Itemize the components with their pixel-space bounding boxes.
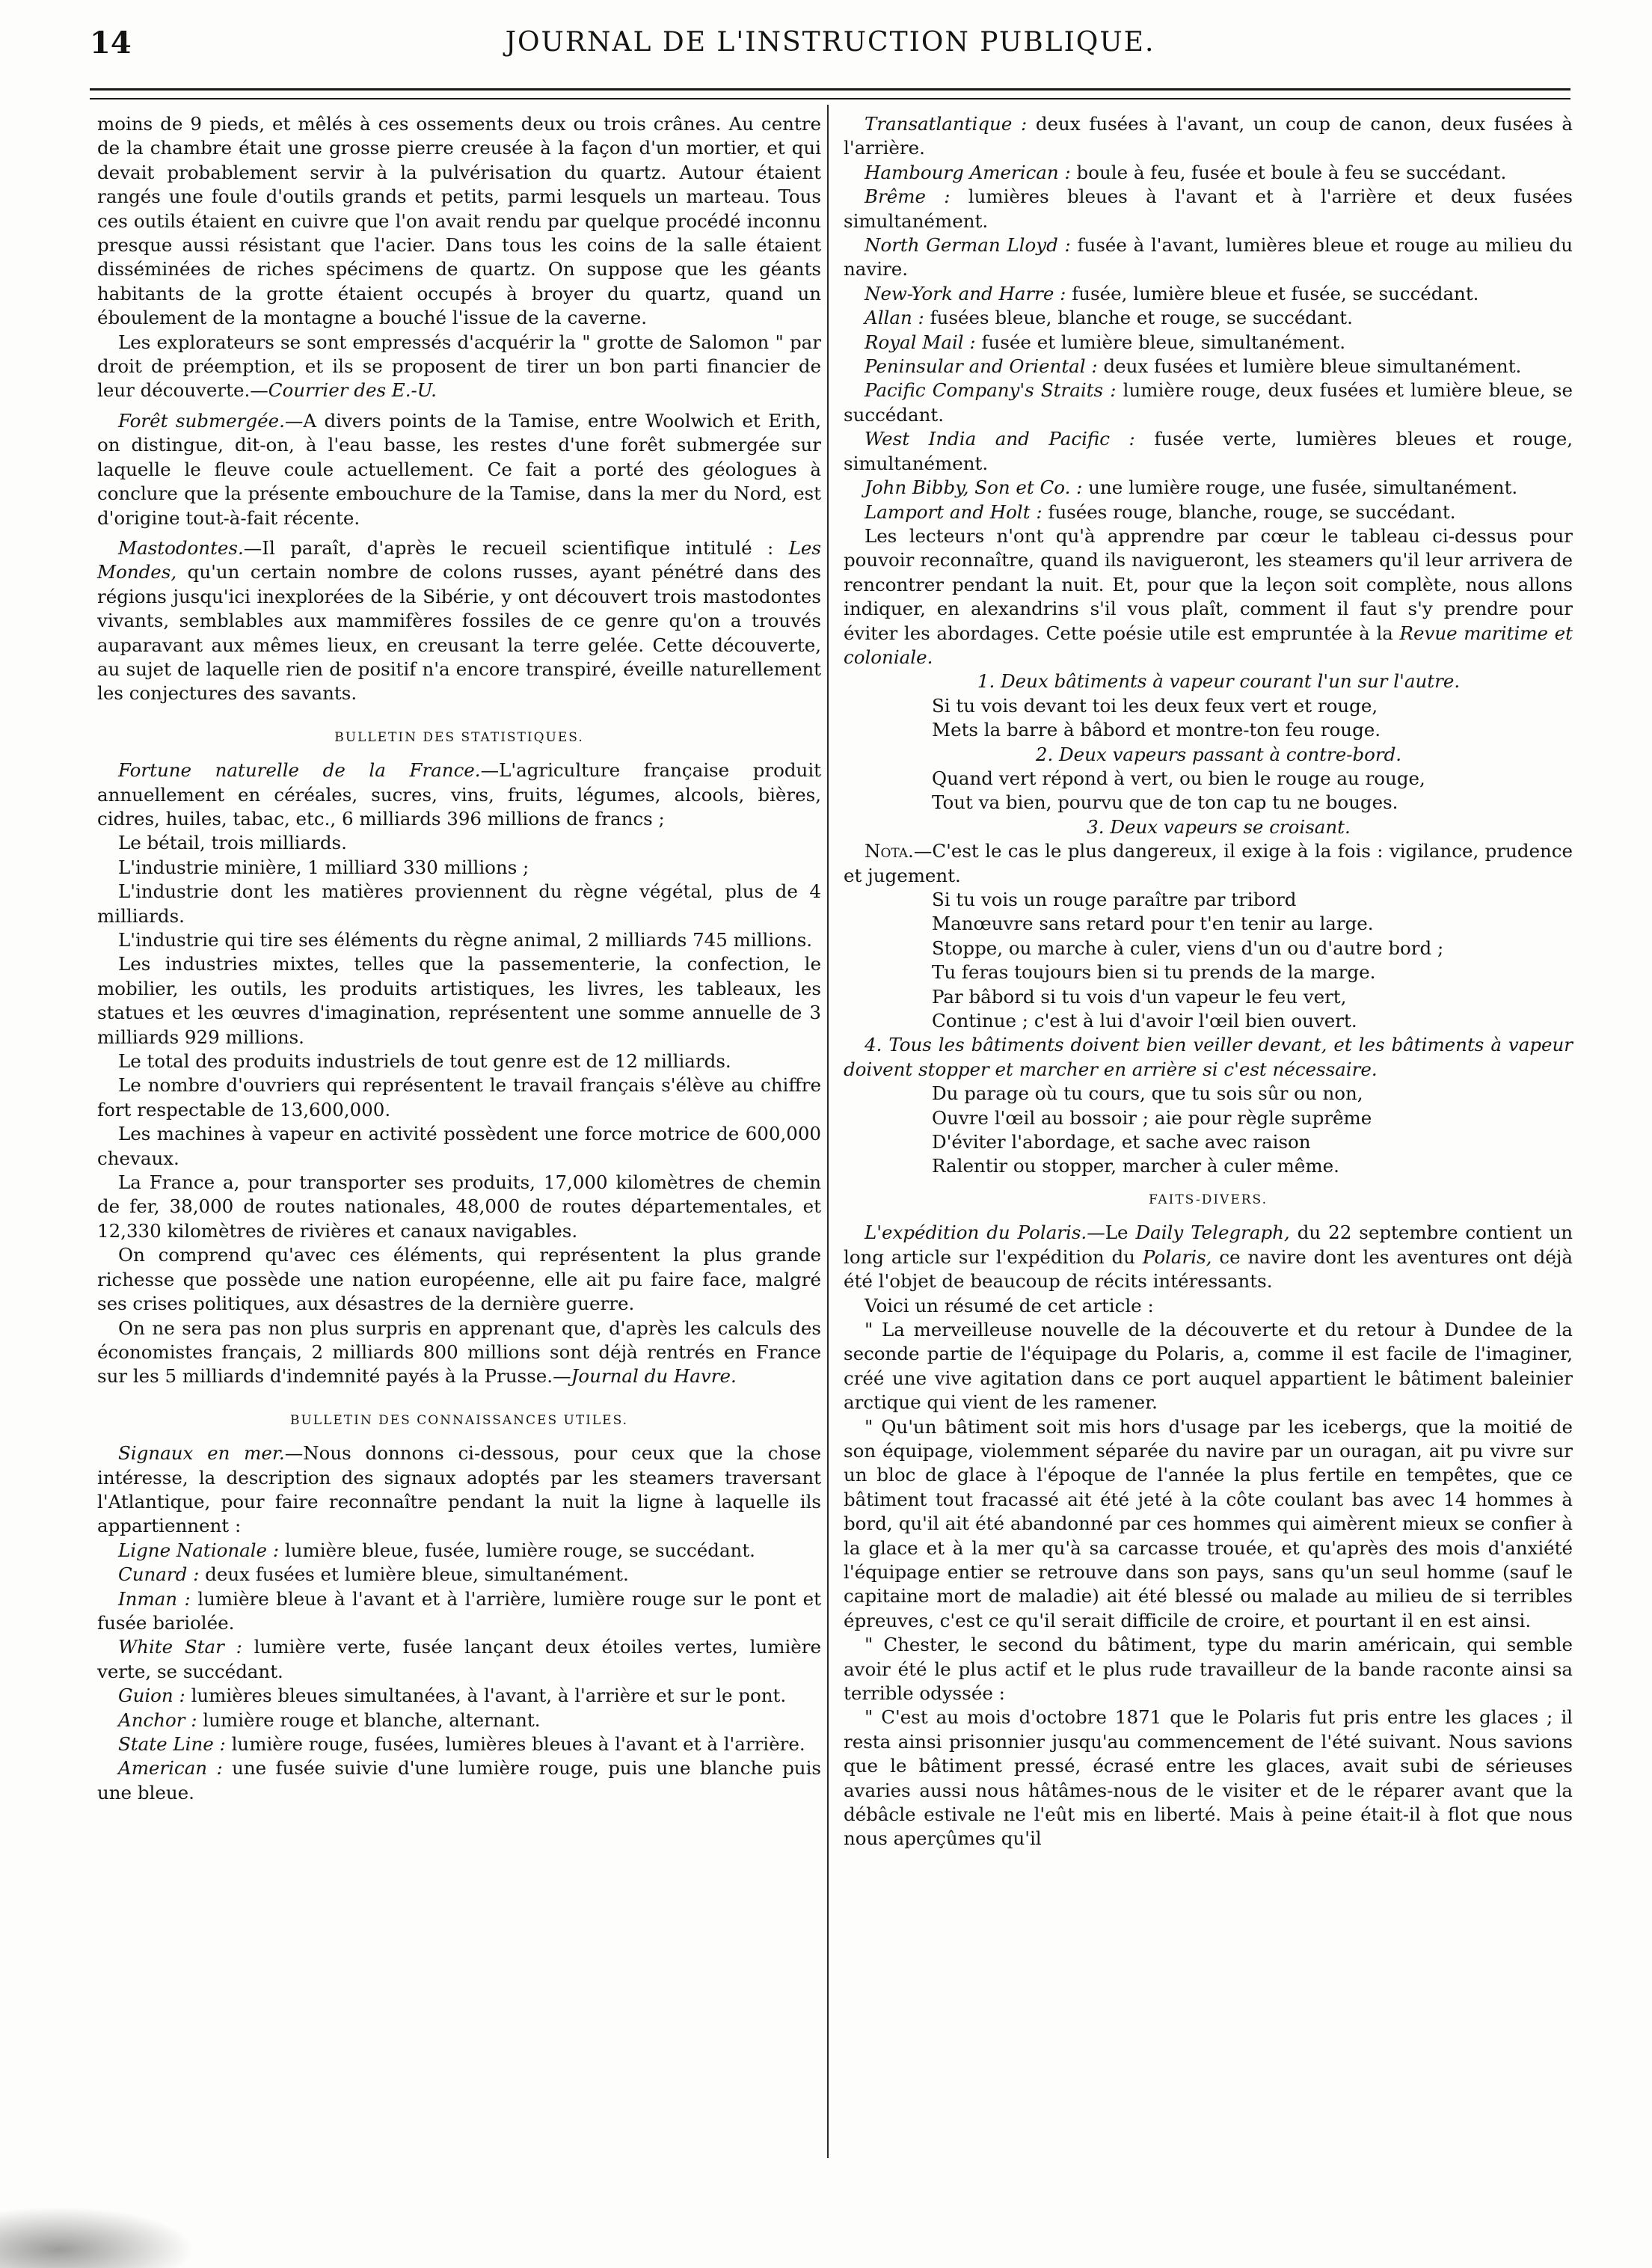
verse-line: Ouvre l'œil au bossoir ; aie pour règle suprême <box>932 1106 1372 1129</box>
source-courrier: Courrier des E.-U. <box>268 379 437 402</box>
article-title-foret: Forêt submergée. <box>118 409 285 432</box>
paragraph-grotto-purchase: Les explorateurs se sont empressés d'acquérir la " grotte de Salomon " par droit de préemption, et ils se proposent de tirer un bon parti financier de leur découverte.—Courrier des E.-U. <box>97 331 821 402</box>
stat-line: La France a, pour transporter ses produits, 17,000 kilomètres de chemin de fer, 38,000 de routes nationales, 48,000 de routes départementales, et 12,330 kilomètres de rivières et canaux navigables. <box>97 1171 821 1242</box>
stat-line: Le total des produits industriels de tout genre est de 12 milliards. <box>118 1050 731 1073</box>
verse-title-2: 2. Deux vapeurs passant à contre-bord. <box>1035 743 1402 765</box>
signal-entry: Lamport and Holt : fusées rouge, blanche, rouge, se succédant. <box>865 500 1456 523</box>
signal-entry: Guion : lumières bleues simultanées, à l'avant, à l'arrière et sur le pont. <box>118 1685 787 1707</box>
stat-line: Le nombre d'ouvriers qui représentent le travail français s'élève au chiffre fort respectable de 13,600,000. <box>97 1074 821 1121</box>
signal-entry: Allan : fusées bleue, blanche et rouge, se succédant. <box>865 307 1353 329</box>
signal-entry: Ligne Nationale : lumière bleue, fusée, lumière rouge, se succédant. <box>118 1539 755 1561</box>
article-title-fortune: Fortune naturelle de la France. <box>118 759 481 782</box>
paragraph-polaris-intro: L'expédition du Polaris.—Le Daily Telegraph, du 22 septembre contient un long article sur l'expédition du Polaris, ce navire dont les aventures ont déjà été l'objet de beaucoup de récits intéressants. <box>844 1222 1573 1293</box>
verse-title-1: 1. Deux bâtiments à vapeur courant l'un sur l'autre. <box>977 670 1461 693</box>
page-number: 14 <box>90 25 132 61</box>
paragraph-polaris: " Qu'un bâtiment soit mis hors d'usage par les icebergs, que la moitié de son équipage, violemment séparée du navire par un ouragan, ait pu vivre sur un bloc de glace à l'époque de l'année la plus fertile en tempêtes, que ce bâtiment tout fracassé ait été jeté à la côte coulant bas avec 14 hommes à bord, qu'il ait été abandonné par ces hommes qui aimèrent mieux se confier à la glace et à la mer qu'à sa carcasse trouée, et qu'après des mois d'anxiété l'équipage entier se retrouve dans son pays, sans qu'un seul homme (sauf le capitaine mort de maladie) ait été blessé ou malade au milieu de si terribles épreuves, c'est ce qu'il serait difficile de croire, et pourtant il en est ainsi. <box>844 1415 1573 1631</box>
section-heading-connaissances: BULLETIN DES CONNAISSANCES UTILES. <box>289 1412 629 1428</box>
paragraph-readers: Les lecteurs n'ont qu'à apprendre par cœur le tableau ci-dessus pour pouvoir reconnaître, quand ils navigueront, les steamers qu'il leur arrivera de rencontrer pendant la nuit. Et, pour que la leçon soit complète, nous allons indiquer, en alexandrins s'il vous plaît, comment il faut s'y prendre pour éviter les abordages. Cette poésie utile est empruntée à la Revue maritime et coloniale. <box>844 524 1573 668</box>
verse-line: Ralentir ou stopper, marcher à culer même. <box>932 1155 1339 1177</box>
header-double-rule <box>90 88 1570 99</box>
verse-line: Stoppe, ou marche à culer, viens d'un ou d'autre bord ; <box>932 937 1444 959</box>
verse-line: Tout va bien, pourvu que de ton cap tu ne bouges. <box>932 791 1398 814</box>
signal-entry: Brême : lumières bleues à l'avant et à l'arrière et deux fusées simultanément. <box>844 186 1573 232</box>
stat-line: On ne sera pas non plus surpris en apprenant que, d'après les calculs des économistes français, 2 milliards 800 millions sont déjà rentrés en France sur les 5 milliards d'indemnité payés à la Prusse.—Journal du Havre. <box>97 1317 821 1388</box>
source-journal-havre: Journal du Havre. <box>571 1365 737 1388</box>
paragraph-polaris: Voici un résumé de cet article : <box>865 1294 1154 1317</box>
signal-entry: West India and Pacific : fusée verte, lumières bleues et rouge, simultanément. <box>844 428 1573 474</box>
stat-line: Les industries mixtes, telles que la passementerie, la confection, le mobilier, les outils, les produits artistiques, les livres, les tableaux, les statues et les œuvres d'imagination, représentent une somme annuelle de 3 milliards 929 millions. <box>97 953 821 1048</box>
paragraph-mastodontes: Mastodontes.—Il paraît, d'après le recueil scientifique intitulé : Les Mondes, qu'un certain nombre de colons russes, ayant pénétré dans des régions jusqu'ici inexplorées de la Sibérie, y ont découvert trois mastodontes vivants, semblables aux mammifères fossiles de ce genre qu'on a trouvés auparavant aux mêmes lieux, en creusant la terre gelée. Cette découverte, au sujet de laquelle rien de positif n'a encore transpiré, éveille naturellement les conjectures des savants. <box>97 536 821 705</box>
article-title-mastodontes: Mastodontes. <box>118 536 244 559</box>
verse-title-4: 4. Tous les bâtiments doivent bien veiller devant, et les bâtiments à vapeur doivent stopper et marcher en arrière si c'est nécessaire. <box>844 1034 1573 1080</box>
signal-entry: White Star : lumière verte, fusée lançant deux étoiles vertes, lumière verte, se succédant. <box>97 1636 822 1682</box>
verse-line: Manœuvre sans retard pour t'en tenir au large. <box>932 913 1374 935</box>
signal-entry: Peninsular and Oriental : deux fusées et lumière bleue simultanément. <box>865 355 1522 378</box>
signal-entry: Pacific Company's Straits : lumière rouge, deux fusées et lumière bleue, se succédant. <box>844 379 1573 426</box>
column-divider <box>827 105 829 2158</box>
ink-smudge <box>0 2207 194 2268</box>
signal-entry: Royal Mail : fusée et lumière bleue, simultanément. <box>865 331 1346 353</box>
paragraph-polaris: " C'est au mois d'octobre 1871 que le Polaris fut pris entre les glaces ; il resta ainsi prisonnier jusqu'au commencement de l'été suivant. Nous savions que le bâtiment pressé, écrasé entre les glaces, avait subi de sérieuses avaries aussi nous hâtâmes-nous de le visiter et de le réparer avant que la débâcle estivale ne l'eût mis en liberté. Mais à peine était-il à flot que nous nous aperçûmes qu'il <box>844 1706 1573 1850</box>
signal-entry: American : une fusée suivie d'une lumière rouge, puis une blanche puis une bleue. <box>97 1757 821 1803</box>
signal-entry: State Line : lumière rouge, fusées, lumières bleues à l'avant et à l'arrière. <box>118 1733 805 1755</box>
section-heading-statistiques: BULLETIN DES STATISTIQUES. <box>334 729 584 745</box>
signal-entry: New-York and Harre : fusée, lumière bleue et fusée, se succédant. <box>865 282 1479 304</box>
verse-line: Quand vert répond à vert, ou bien le rouge au rouge, <box>932 767 1425 789</box>
signal-entry: Transatlantique : deux fusées à l'avant, un coup de canon, deux fusées à l'arrière. <box>844 113 1573 159</box>
verse-line: Continue ; c'est à lui d'avoir l'œil bien ouvert. <box>932 1010 1357 1032</box>
paragraph-polaris: " La merveilleuse nouvelle de la découverte et du retour à Dundee de la seconde partie de l'équipage du Polaris, a, comme il est facile de l'imaginer, créé une vive agitation dans ce port auquel appartient le bâtiment baleinier arctique qui vient de les ramener. <box>844 1318 1573 1414</box>
article-title-signaux: Signaux en mer. <box>118 1442 285 1465</box>
stat-line: L'industrie minière, 1 milliard 330 millions ; <box>118 856 529 878</box>
verse-line: Si tu vois un rouge paraître par tribord <box>932 889 1297 910</box>
signal-entry: North German Lloyd : fusée à l'avant, lumières bleue et rouge au milieu du navire. <box>844 234 1573 281</box>
signal-entry: Cunard : deux fusées et lumière bleue, simultanément. <box>118 1563 629 1586</box>
verse-line: Mets la barre à bâbord et montre-ton feu rouge. <box>932 719 1381 741</box>
verse-title-3: 3. Deux vapeurs se croisant. <box>1087 815 1351 838</box>
verse-note: Nota.—C'est le cas le plus dangereux, il exige à la fois : vigilance, prudence et jugement. <box>844 840 1573 886</box>
paragraph-signaux: Signaux en mer.—Nous donnons ci-dessous, pour ceux que la chose intéresse, la description des signaux adoptés par les steamers traversant l'Atlantique, pour faire reconnaître pendant la nuit la ligne à laquelle ils appartiennent : <box>97 1442 821 1537</box>
signal-entry: Anchor : lumière rouge et blanche, alternant. <box>118 1708 541 1731</box>
paragraph-fortune: Fortune naturelle de la France.—L'agriculture française produit annuellement en céréales, sucres, vins, fruits, légumes, alcools, bières, cidres, huiles, tabac, etc., 6 milliards 396 millions de francs ; <box>97 759 821 830</box>
section-heading-faits-divers: FAITS-DIVERS. <box>1149 1192 1268 1207</box>
stat-line: On comprend qu'avec ces éléments, qui représentent la plus grande richesse que possède une nation européenne, elle ait pu faire face, malgré ses crises politiques, aux désastres de la dernière guerre. <box>97 1244 821 1315</box>
page-header <box>90 21 1570 66</box>
stat-line: L'industrie dont les matières proviennent du règne végétal, plus de 4 milliards. <box>97 880 821 927</box>
verse-line: D'éviter l'abordage, et sache avec raison <box>932 1131 1311 1153</box>
verse-line: Par bâbord si tu vois d'un vapeur le feu vert, <box>932 985 1347 1008</box>
signal-entry: Hambourg American : boule à feu, fusée et boule à feu se succédant. <box>865 161 1507 183</box>
verse-line: Du parage où tu cours, que tu sois sûr ou non, <box>932 1082 1363 1105</box>
paragraph-foret-submergee: Forêt submergée.—A divers points de la Tamise, entre Woolwich et Erith, on distingue, dit-on, à l'eau basse, les restes d'une forêt submergée sur laquelle le fleuve coule actuellement. Ce fait a porté des géologues à conclure que la présente embouchure de la Tamise, dans la mer du Nord, est d'origine tout-à-fait récente. <box>97 409 822 529</box>
paragraph-polaris: " Chester, le second du bâtiment, type du marin américain, qui semble avoir été le plus actif et le plus rude travailleur de la bande raconte ainsi sa terrible odyssée : <box>844 1634 1573 1704</box>
stat-line: Le bétail, trois milliards. <box>118 832 347 854</box>
left-column <box>97 112 821 1805</box>
journal-title: JOURNAL DE L'INSTRUCTION PUBLIQUE. <box>505 27 1155 58</box>
signal-entry: John Bibby, Son et Co. : une lumière rouge, une fusée, simultanément. <box>865 476 1518 499</box>
signal-entry: Inman : lumière bleue à l'avant et à l'arrière, lumière rouge sur le pont et fusée bariolée. <box>97 1587 821 1634</box>
stat-line: Les machines à vapeur en activité possèdent une force motrice de 600,000 chevaux. <box>97 1123 821 1169</box>
article-title-polaris: L'expédition du Polaris. <box>865 1222 1087 1244</box>
right-column <box>844 112 1573 1851</box>
verse-line: Tu feras toujours bien si tu prends de la marge. <box>932 961 1376 984</box>
paragraph-grotto: moins de 9 pieds, et mêlés à ces ossements deux ou trois crânes. Au centre de la chambre était une grosse pierre creusée à la façon d'un mortier, et qui devait probablement servir à la pulvérisation du quartz. Autour étaient rangés une foule d'outils grands et petits, parmi lesquels un marteau. Tous ces outils étaient en cuivre que l'on avait rendu par quelque procédé inconnu presque aussi résistant que l'acier. Dans tous les coins de la salle étaient disséminées de riches spécimens de quartz. On suppose que les géants habitants de la grotte étaient occupés à broyer du quartz, quand un éboulement de la montagne a bouché l'issue de la caverne. <box>97 113 821 329</box>
stat-line: L'industrie qui tire ses éléments du règne animal, 2 milliards 745 millions. <box>118 929 813 951</box>
verse-line: Si tu vois devant toi les deux feux vert et rouge, <box>932 694 1378 717</box>
